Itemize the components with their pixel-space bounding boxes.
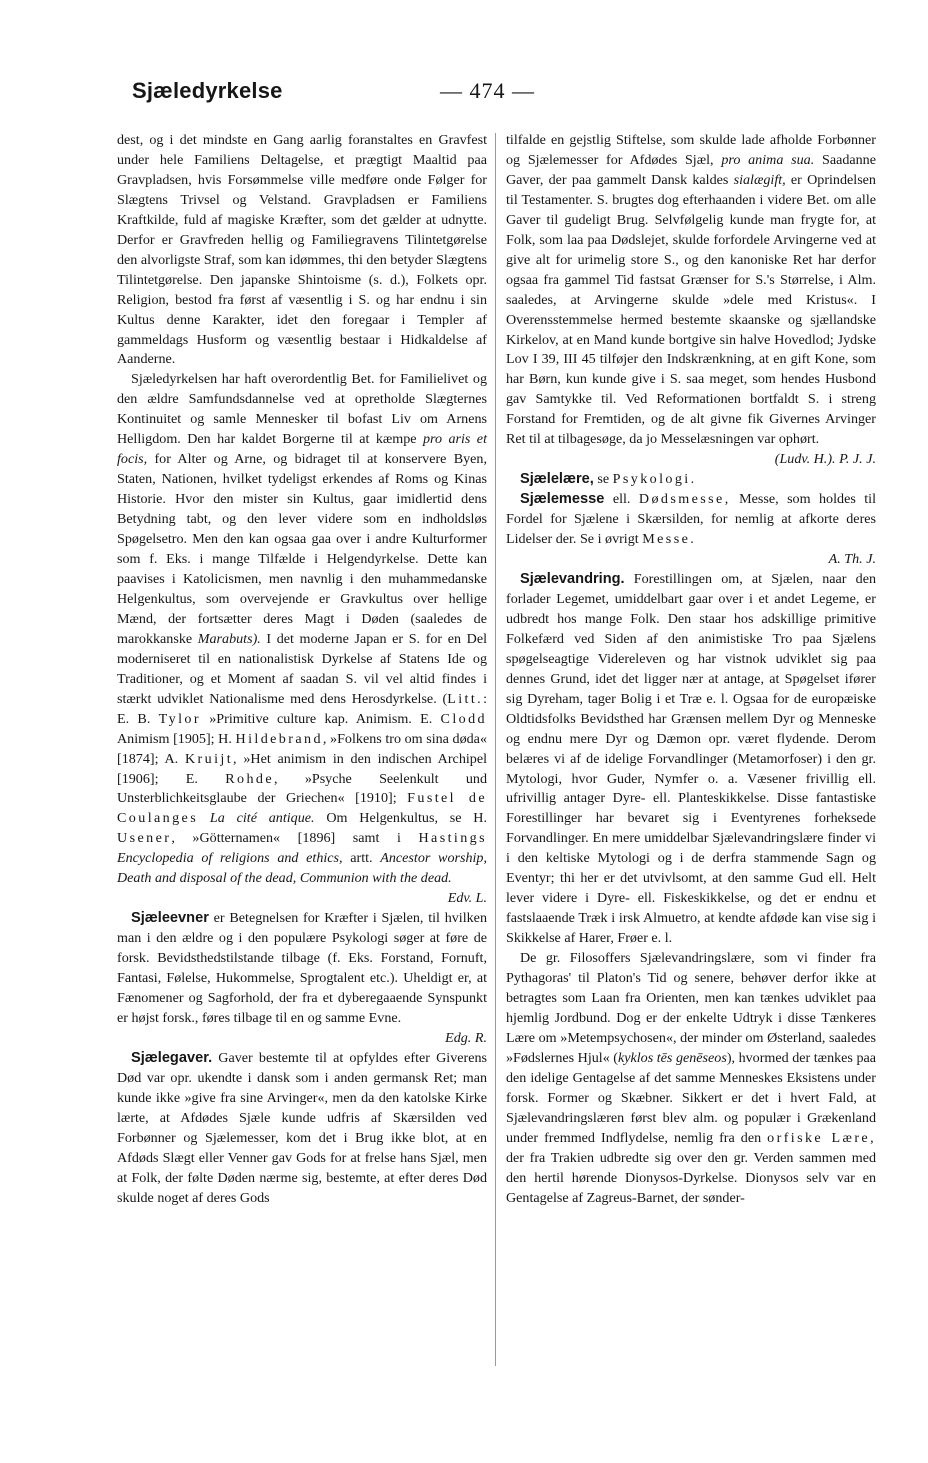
text-run: er Oprindelsen til Testamenter. S. brugtes dog efterhaanden i videre Bet. om alle Gaver til gudeligt Brug. Selvfølgelig kunde man frygte for, at Folk, som laa paa Dødslejet, skulde forfordele Arvingerne ved at give alt for urimelig store S., og den kanoniske Ret har derfor ogsaa fra gammel Tid fastsat Grænser for S.'s Størrelse, i Alm. saaledes, at Arvingerne skulde »dele med Kristus«. I Overensstemmelse hermed bestemte skaanske og sjællandske Kirkelov, at en Mand kunde bortgive sin halve Hovedlod; Jydske Lov I 39, III 45 tilføjer den Indskrænkning, at en gift Kone, som har Børn, kun kunde give i S. saa meget, som hendes Husbond gav Samtykke til. Ved Reformationen bortfaldt S. i streng Forstand for Fremtiden, og de alt givne fik Givernes Arvinger Ret til at tilbagesøge, da jo Messelæsningen var ophørt.: [506, 171, 876, 448]
running-head-title: Sjæledyrkelse: [132, 78, 283, 103]
text-run: Gaver bestemte til at opfyldes efter Giverens Død var opr. ukendte i dansk som i anden germansk Ret; man kunde ikke »give fra sine Arvinger«, men da den katolske Kirke lærte, at Afdødes Sjæle kunde udfris af Skærsilden ved Forbønner og Sjælemesser, kom det i Brug ikke blot, at en Afdøds Slægt eller Venner gav Gods for at frelse hans Sjæl, men at Folk, der følte Døden nærme sig, bestemte, at efter deres Død skulde noget af deres Gods: [117, 1049, 487, 1206]
text-run: ), hvormed der tænkes paa den idelige Gentagelse af det samme Menneskes Eksistens under forsk. Former og Skæbner. Sikkert er det i hvert Fald, at Sjælevandringslæren først blev alm. og populær i Grækenland under fremmed Indflydelse, nemlig fra den: [506, 1049, 876, 1146]
entry-sjaelegaver: [117, 1049, 487, 1209]
page-header: [0, 0, 928, 120]
entry-headword: Sjælegaver.: [131, 1049, 213, 1066]
text-run: Messe, som holdes til Fordel for Sjælene i Skærsilden, for nemlig at afkorte deres Lidelser der. Se i øvrigt: [506, 491, 876, 548]
text-run: der fra Trakien udbredte sig over den gr. Verden sammen med den hertil hørende Dionysos-Dyrkelse. Dionysos selv var en Gentagelse af Zagreus-Barnet, der sønder-: [506, 1149, 876, 1206]
left-column: [117, 131, 487, 1208]
text-run: , »Folkens tro om sina døda« [1874]; A.: [117, 730, 487, 767]
text-run: , »Psyche Seelenkult und Unsterblichkeitsglaube der Griechen« [1910];: [117, 770, 487, 807]
text-run: , »Götternamen« [1896] samt i: [171, 830, 419, 847]
text-run: Saadanne Gaver, der paa gammelt Dansk kaldes: [506, 151, 876, 188]
entry-sjaelemesse: [506, 490, 876, 550]
author-name: Usener: [117, 830, 172, 847]
text-run: ell.: [604, 491, 639, 508]
entry-headword: Sjælevandring.: [520, 570, 625, 587]
paragraph-gravfest: [117, 131, 487, 370]
text-run: Forestillingen om, at Sjælen, naar den forlader Legemet, umiddelbart gaar over i et andet Legeme, er udbredt hos mange Folk. Den staar hos adskillige primitive Folkefærd ved Siden af den animistiske Tro paa Sjælens spøgelseagtige Videreleven og har vistnok udviklet sig paa dennes Grund, idet det ligger nær at antage, at Spøgelset ifører sig Dyreham, tager Bolig i et Træ e. l. Ogsaa for de europæiske Oldtidsfolks Bevidsthed har Grænsen mellem Dyr og Menneske og endnu mere Dyr og Dæmon opr. været flydende. Derom belæres vi af de idelige Forvandlinger (Metamorfoser) i den gr. Mytologi, hvor Guder, Nymfer o. a. Væsener frivillig ell. ufrivillig antager Dyre- ell. Planteskikkelse. Disse fantastiske Forestillinger har bevaret sig i Eventyrenes forheksede Forvandlinger. En mere umiddelbar Sjælevandringslære finder vi i den keltiske Mytologi og i de derfra stammende Sagn og Eventyr; thi her er det utvivlsomt, at den samme Gud ell. Helt lever videre i Dyre- ell. Fiskeskikkelse, og det er endnu et fastslaaende Træk i irsk Almuetro, at kendte afdøde kan vise sig i Skikkelse af Harer, Frøer e. l.: [506, 570, 876, 947]
paragraph-gaver-cont: [506, 131, 876, 450]
text-run: [198, 810, 210, 826]
entry-headword: Sjælemesse: [520, 491, 605, 508]
right-column: [506, 131, 876, 1208]
literature-label: Litt.: [447, 690, 484, 707]
greek-phrase: kyklos tēs genēseos: [618, 1049, 727, 1066]
author-name: Hastings: [418, 830, 487, 847]
text-run: : E. B.: [117, 690, 487, 727]
entry-sjaeleevner: [117, 909, 487, 1029]
latin-phrase: pro anima sua.: [721, 151, 815, 168]
signature: (Ludv. H.). P. J. J.: [774, 451, 876, 468]
text-run: , »Het animism in den indischen Archipel [1906]; E.: [117, 750, 487, 787]
author-name: Fustel de Coulanges: [117, 790, 488, 827]
entry-sjaelevandring: [506, 570, 876, 949]
text-run: I det moderne Japan er S. for en Del moderniseret til en nationalistisk Dyrkelse af Statens Ide og Traditioner, og et Moment af saadan S. vil vel altid findes i stærkt udviklet Nationalisme med dens Herosdyrkelse. (: [117, 630, 487, 707]
signature: Edg. R.: [445, 1029, 487, 1046]
entry-sjaelelaere: [506, 470, 876, 490]
text-run: Sjæledyrkelsen har haft overordentlig Bet. for Familielivet og den ældre Samfundsdannelse ved at opretholde Slægternes Kontinuitet og samle Mennesker til bofast Liv om Arnens Helligdom. Den har kaldet Borgerne til at kæmpe: [117, 371, 487, 448]
page-number: — 474 —: [440, 78, 535, 103]
spaced-term: orfiske Lære,: [767, 1129, 876, 1146]
article-titles: Ancestor worship, Death and disposal of the dead, Communion with the dead.: [117, 850, 487, 887]
text-run: artt.: [342, 850, 381, 867]
signature: A. Th. J.: [828, 551, 876, 568]
italic-term: Marabuts).: [197, 630, 261, 647]
latin-phrase: pro aris et focis,: [117, 431, 487, 468]
author-name: Tylor: [158, 710, 201, 727]
text-run: se: [593, 471, 613, 488]
cross-reference: Psykologi.: [612, 471, 697, 488]
book-title: Encyclopedia of religions and ethics,: [117, 850, 343, 867]
italic-term: sialægift,: [733, 171, 786, 188]
text-run: for Alter og Arne, og bidraget til at konservere Byen, Staten, Nationen, hvilket tydeligst erkendes af Roms og Kinas Historie. Hvor den mister sin Kultus, gaar imidlertid dens Betydning tabt, og den lever videre som en indholdsløs Spøgelsetro. Men den kan ogsaa gaa over i andre Kulturformer som f. Eks. i mange Tilfælde i Helgendyrkelse. Dette kan paavises i Katolicismen, men navnlig i den muhammedanske Helgenkultus, som overvejende er Gravkultus over hellige Mænd, der fortsætter deres Magt i Døden (saaledes de marokkanske: [117, 451, 487, 647]
column-divider: [495, 133, 496, 1366]
cross-reference: Messe.: [642, 531, 697, 548]
book-title: La cité antique.: [209, 810, 315, 827]
author-name: Kruijt: [184, 750, 234, 767]
text-run: »Primitive culture kap. Animism. E.: [200, 710, 441, 727]
text-run: Om Helgenkultus, se H.: [314, 810, 487, 827]
text-run: er Betegnelsen for Kræfter i Sjælen, til hvilken man i den ældre og i den populære Psykologi søger at føre de forsk. Bevidsthedstilstande tilbage (f. Eks. Forstand, Fornuft, Fantasi, Følelse, Hukommelse, Sprogtalent etc.). Uheldigt er, at Fænomener og Sagforhold, der fra et dyberegaaende Synspunkt er højst forsk., føres tilbage til en og samme Evne.: [117, 910, 487, 1026]
entry-headword: Sjælelære,: [520, 471, 594, 488]
entry-headword: Sjæleevner: [131, 910, 209, 927]
paragraph-filosoffer: [506, 949, 876, 1208]
signature: Edv. L.: [447, 890, 487, 907]
author-name: Hildebrand: [235, 730, 323, 747]
text-run: De gr. Filosoffers Sjælevandringslære, som vi finder fra Pythagoras' til Platon's Tid og senere, behøver derfor ikke at betragtes som Laan fra Orienten, men kan tænkes udviklet paa hjemlig Jordbund. Dog er der enkelte Udtryk i disse Tænkeres Lære om »Metempsychosen«, der minder om Østerland, saaledes »Fødslernes Hjul« (: [506, 950, 876, 1066]
text-run: dest, og i det mindste en Gang aarlig foranstaltes en Gravfest under hele Familiens Deltagelse, et prægtigt Maaltid paa Gravpladsen, hvis Forsømmelse ville medføre onde Følger for Slægtens Trivsel og Velstand. Gravpladsen er Familiens Kraftkilde, fuld af magiske Kræfter, som det gælder at udnytte. Derfor er Gravfreden hellig og Familiegravens Tilintetgørelse den alvorligste Straf, som kan idømmes, thi den betyder Slægtens Tilintetgørelse. Den japanske Shintoisme (s. d.), Folkets opr. Religion, bestod fra først af væsentlig i S. og har endnu i sin Kultus denne Karakter, idet den foregaar i Templer af gammeldags Husform og væsentlig bestaar i Hidkaldelse af Aanderne.: [117, 132, 487, 368]
text-run: tilfalde en gejstlig Stiftelse, som skulde lade afholde Forbønner og Sjælemesser for Afdødes Sjæl,: [506, 132, 876, 168]
text-run: Animism [1905]; H.: [117, 730, 236, 747]
author-name: Clodd: [440, 710, 488, 727]
paragraph-sjaeledyrkelsen-betydning: [117, 370, 487, 889]
cross-reference: Dødsmesse,: [638, 491, 731, 508]
author-name: Rohde: [225, 770, 274, 787]
